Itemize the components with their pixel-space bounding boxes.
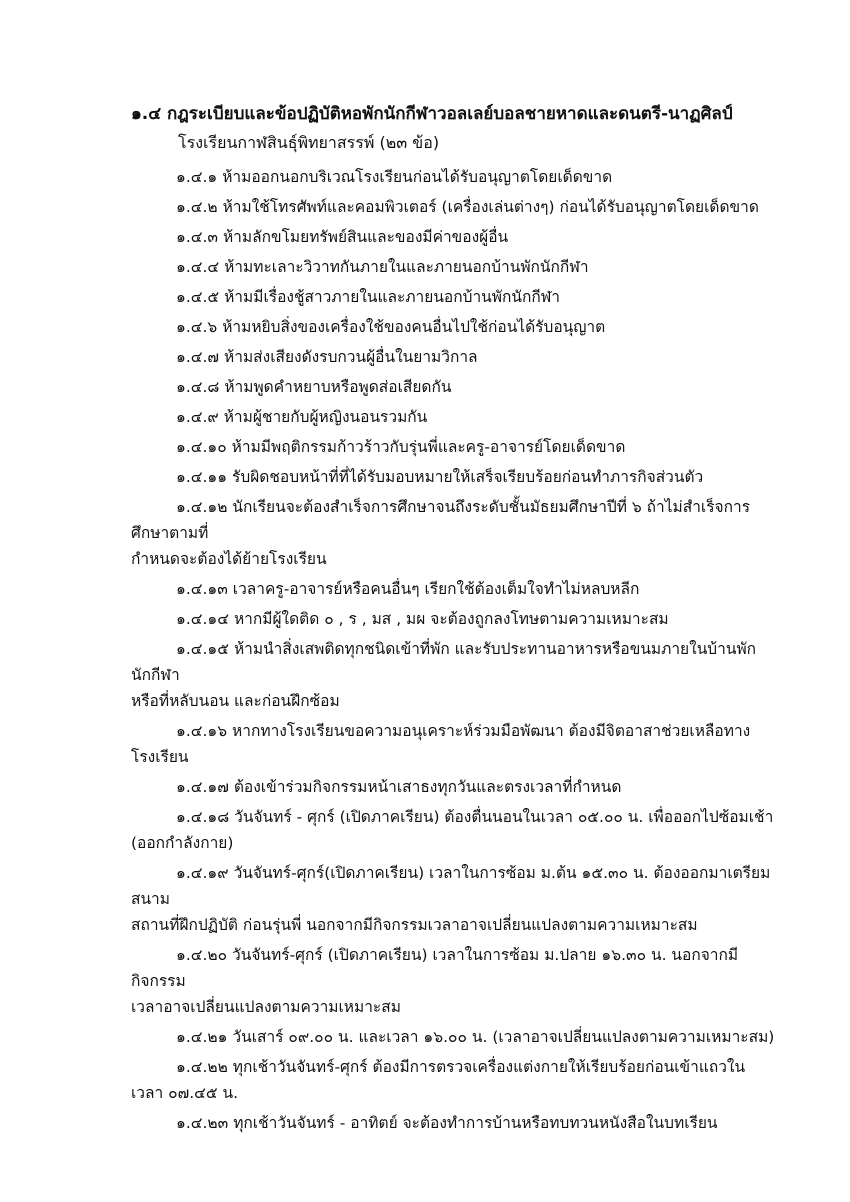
rule-text: วันจันทร์ - ศุกร์ (เปิดภาคเรียน) ต้องตื่นนอนในเวลา ๐๕.๐๐ น. เพื่อออกไปซ้อมเช้า (234, 808, 774, 826)
rule-number: ๑.๔.๑๔ (176, 610, 229, 628)
rule-item (131, 224, 776, 250)
rule-text: ห้ามส่งเสียงดังรบกวนผู้อื่นในยามวิกาล (224, 348, 478, 366)
rule-number: ๑.๔.๑๑ (176, 468, 228, 486)
rule-number: ๑.๔.๑๓ (176, 580, 228, 598)
rule-item (131, 606, 776, 632)
rule-number: ๑.๔.๙ (176, 408, 219, 426)
rule-number: ๑.๔.๑๕ (176, 640, 229, 658)
rule-number: ๑.๔.๕ (176, 288, 220, 306)
rule-text: รับผิดชอบหน้าที่ที่ได้รับมอบหมายให้เสร็จเรียบร้อยก่อนทำภารกิจส่วนตัว (232, 468, 704, 486)
rule-number: ๑.๔.๑ (176, 168, 218, 186)
rule-text: ห้ามพูดคำหยาบหรือพูดส่อเสียดกัน (224, 378, 452, 396)
rule-number: ๑.๔.๑๗ (176, 778, 229, 796)
rule-number: ๑.๔.๒๐ (176, 946, 228, 964)
rule-item (131, 1054, 776, 1106)
rule-text: ห้ามมีพฤติกรรมก้าวร้าวกับรุ่นพี่และครู-อาจารย์โดยเด็ดขาด (231, 438, 626, 456)
rule-text: ห้ามทะเลาะวิวาทกันภายในและภายนอกบ้านพักนักกีฬา (224, 258, 589, 276)
rule-number: ๑.๔.๓ (176, 228, 219, 246)
rule-text: ทุกเช้าวันจันทร์ - อาทิตย์ จะต้องทำการบ้านหรือทบทวนหนังสือในบทเรียน (233, 1114, 718, 1132)
rule-text: ห้ามออกนอกบริเวณโรงเรียนก่อนได้รับอนุญาตโดยเด็ดขาด (222, 168, 613, 186)
rule-number: ๑.๔.๒ (176, 198, 218, 216)
rule-text: เวลาครู-อาจารย์หรือคนอื่นๆ เรียกใช้ต้องเต็มใจทำไม่หลบหลีก (232, 580, 640, 598)
rule-number: ๑.๔.๘ (176, 378, 220, 396)
rule-item (131, 942, 776, 1020)
rule-text: วันจันทร์-ศุกร์(เปิดภาคเรียน) เวลาในการซ้อม ม.ต้น ๑๕.๓๐ น. ต้องออกมาเตรียมสนาม (131, 864, 771, 908)
rule-item (131, 254, 776, 280)
rule-text: ห้ามใช้โทรศัพท์และคอมพิวเตอร์ (เครื่องเล่นต่างๆ) ก่อนได้รับอนุญาตโดยเด็ดขาด (222, 198, 759, 216)
rule-continuation: เวลาอาจเปลี่ยนแปลงตามความเหมาะสม (131, 998, 401, 1016)
rule-item (131, 374, 776, 400)
rule-item (131, 164, 776, 190)
rule-text: ห้ามผู้ชายกับผู้หญิงนอนรวมกัน (223, 408, 428, 426)
rule-text: ห้ามหยิบสิ่งของเครื่องใช้ของคนอื่นไปใช้ก่อนได้รับอนุญาต (222, 318, 606, 336)
rule-text: ห้ามนำสิ่งเสพติดทุกชนิดเข้าที่พัก และรับประทานอาหารหรือขนมภายในบ้านพักนักกีฬา (131, 640, 757, 684)
rule-item (131, 774, 776, 800)
rule-item (131, 804, 776, 856)
rule-item (131, 344, 776, 370)
rule-text: ห้ามลักขโมยทรัพย์สินและของมีค่าของผู้อื่น (222, 228, 509, 246)
rule-text: ทุกเช้าวันจันทร์-ศุกร์ ต้องมีการตรวจเครื่องแต่งกายให้เรียบร้อยก่อนเข้าแถวในเวลา ๐๗.๔๕ น. (131, 1058, 746, 1102)
rule-continuation: สถานที่ฝึกปฏิบัติ ก่อนรุ่นพี่ นอกจากมีกิจกรรมเวลาอาจเปลี่ยนแปลงตามความเหมาะสม (131, 916, 698, 934)
rule-item (131, 464, 776, 490)
rule-number: ๑.๔.๑๘ (176, 808, 230, 826)
rule-item (131, 314, 776, 340)
rule-number: ๑.๔.๗ (176, 348, 220, 366)
rule-item (131, 1110, 776, 1136)
rule-number: ๑.๔.๑๐ (176, 438, 227, 456)
rule-item (131, 1024, 776, 1050)
rule-number: ๑.๔.๒๒ (176, 1058, 228, 1076)
rule-number: ๑.๔.๑๒ (176, 498, 228, 516)
rule-number: ๑.๔.๖ (176, 318, 218, 336)
rule-text: วันจันทร์-ศุกร์ (เปิดภาคเรียน) เวลาในการซ้อม ม.ปลาย ๑๖.๓๐ น. นอกจากมีกิจกรรม (131, 946, 739, 990)
rule-item (131, 284, 776, 310)
rule-continuation: (ออกกำลังกาย) (131, 834, 234, 852)
rule-number: ๑.๔.๑๖ (176, 722, 228, 740)
rule-continuation: หรือที่หลับนอน และก่อนฝึกซ้อม (131, 692, 340, 710)
document-subtitle: โรงเรียนกาฬสินธุ์พิทยาสรรพ์ (๒๓ ข้อ) (178, 133, 440, 152)
rule-text: นักเรียนจะต้องสำเร็จการศึกษาจนถึงระดับชั้นมัธยมศึกษาปีที่ ๖ ถ้าไม่สำเร็จการศึกษาตามที่ (131, 498, 751, 542)
rule-text: วันเสาร์ ๐๙.๐๐ น. และเวลา ๑๖.๐๐ น. (เวลาอาจเปลี่ยนแปลงตามความเหมาะสม) (232, 1028, 775, 1046)
rule-item (131, 576, 776, 602)
rule-item (131, 636, 776, 714)
rule-number: ๑.๔.๒๑ (176, 1028, 228, 1046)
rule-item (131, 194, 776, 220)
rule-text: หากมีผู้ใดติด ๐ , ร , มส , มผ จะต้องถูกลงโทษตามความเหมาะสม (233, 610, 669, 628)
rule-item (131, 494, 776, 572)
rule-number: ๑.๔.๒๓ (176, 1114, 229, 1132)
rule-item (131, 860, 776, 938)
rule-number: ๑.๔.๔ (176, 258, 220, 276)
rule-item (131, 434, 776, 460)
document-title: ๑.๔ กฎระเบียบและข้อปฏิบัติหอพักนักกีฬาวอลเลย์บอลชายหาดและดนตรี-นาฏศิลป์ (131, 104, 733, 124)
rule-number: ๑.๔.๑๙ (176, 864, 229, 882)
rule-text: ต้องเข้าร่วมกิจกรรมหน้าเสาธงทุกวันและตรงเวลาที่กำหนด (233, 778, 622, 796)
rule-text: ห้ามมีเรื่องชู้สาวภายในและภายนอกบ้านพักนักกีฬา (224, 288, 561, 306)
rules-list (131, 164, 776, 1140)
rule-continuation: กำหนดจะต้องได้ย้ายโรงเรียน (131, 550, 327, 568)
rule-item (131, 404, 776, 430)
rule-item (131, 718, 776, 770)
rule-text: หากทางโรงเรียนขอความอนุเคราะห์ร่วมมือพัฒนา ต้องมีจิตอาสาช่วยเหลือทางโรงเรียน (131, 722, 751, 766)
